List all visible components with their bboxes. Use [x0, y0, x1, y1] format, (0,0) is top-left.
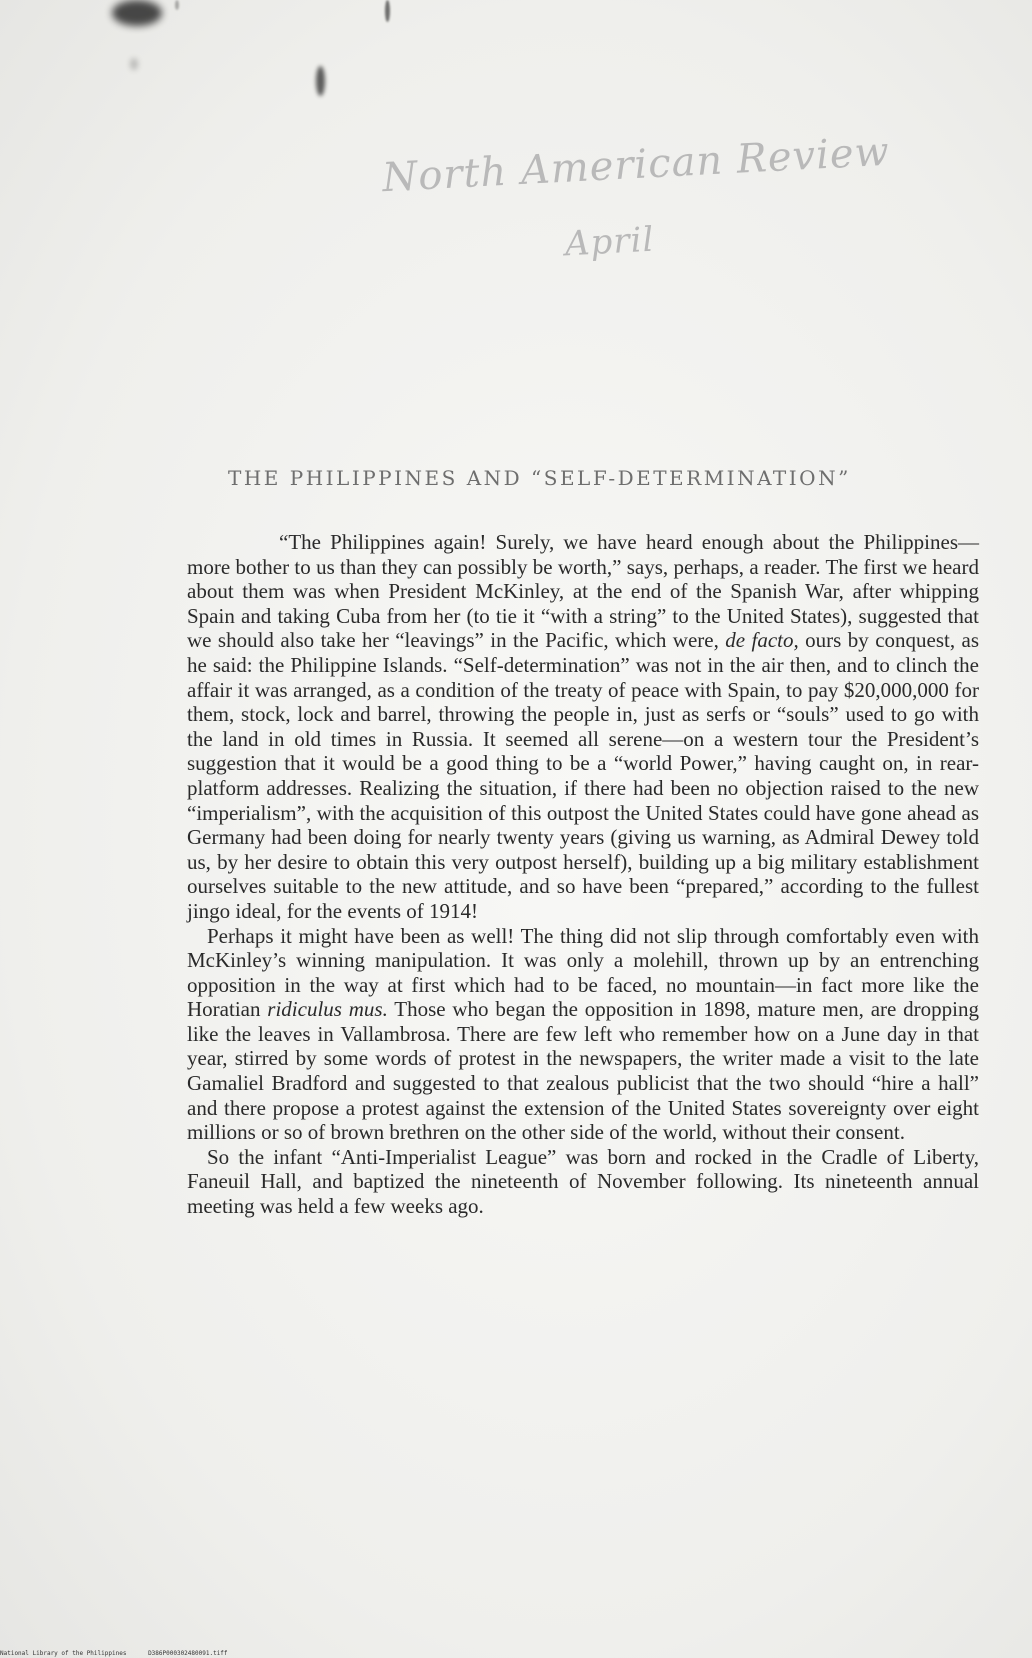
footer-library: National Library of the Philippines — [0, 1650, 127, 1657]
footer-filename: D386P000302480091.tiff — [148, 1650, 228, 1657]
ink-smudge — [175, 0, 179, 10]
ink-smudge — [385, 0, 390, 22]
italic-phrase: de facto, — [725, 628, 799, 653]
article-body — [187, 530, 979, 1219]
paragraph-text: “The Philippines again! Surely, we have heard enough about the Philippines—more bother to us than they can possibly be worth,” says, perhaps, a reader. The first we heard about them was when President McKinley, at the end of the Spanish War, after whipping Spain and taking Cuba from her (to tie it “with a string” to the United States), suggested that we should also take her “leavings” in the Pacific, which were, — [187, 530, 979, 653]
ink-smudge — [130, 58, 138, 70]
paragraph-text: So the infant “Anti-Imperialist League” was born and rocked in the Cradle of Liberty, Faneuil Hall, and baptized the nineteenth of November following. Its nineteenth annual meeting was held a few weeks ago. — [187, 1144, 979, 1219]
paragraph-2 — [187, 924, 979, 1145]
scan-footer — [0, 1650, 246, 1657]
paragraph-3 — [187, 1145, 979, 1219]
ink-smudge — [316, 66, 325, 96]
italic-phrase: ridiculus mus. — [267, 997, 388, 1022]
handwritten-annotation-source: North American Review — [381, 128, 891, 202]
paragraph-text: Those who began the opposition in 1898, mature men, are dropping like the leaves in Vallambrosa. There are few left who remember how on a June day in that year, stirred by some words of protest in the newspapers, the writer made a visit to the late Gamaliel Bradford and suggested to that zealous publicist that the two should “hire a hall” and there propose a protest against the extension of the United States sovereignty over eight millions or so of brown brethren on the other side of the world, without their consent. — [187, 997, 979, 1145]
article-title: THE PHILIPPINES AND “SELF-DETERMINATION” — [228, 466, 851, 490]
paragraph-text: ours by conquest, as he said: the Philippine Islands. “Self-determination” was not in the air then, and to clinch the affair it was arranged, as a condition of the treaty of peace with Spain, to pay $20,000,000 for them, stock, lock and barrel, throwing the people in, just as serfs or “souls” used to go with the land in old times in Russia. It seemed all serene—on a western tour the President’s suggestion that it would be a good thing to be a “world Power,” having caught on, in rear-platform addresses. Realizing the situation, if there had been no objection raised to the new “imperialism”, with the acquisition of this outpost the United States could have gone ahead as Germany had been doing for nearly twenty years (giving us warning, as Admiral Dewey told us, by her desire to obtain this very outpost herself), building up a big military establishment ourselves suitable to the new attitude, and so have been “prepared,” according to the fullest jingo ideal, for the events of 1914! — [187, 628, 980, 923]
paragraph-text: Perhaps it might have been as well! The thing did not slip through comfortably even with McKinley’s winning manipulation. It was only a molehill, thrown up by an entrenching opposition in the way at first which had to be faced, no mountain—in fact more like the Horatian — [187, 923, 979, 1022]
handwritten-annotation-month: April — [564, 219, 656, 265]
paragraph-1 — [187, 530, 979, 924]
ink-smudge — [112, 0, 162, 26]
